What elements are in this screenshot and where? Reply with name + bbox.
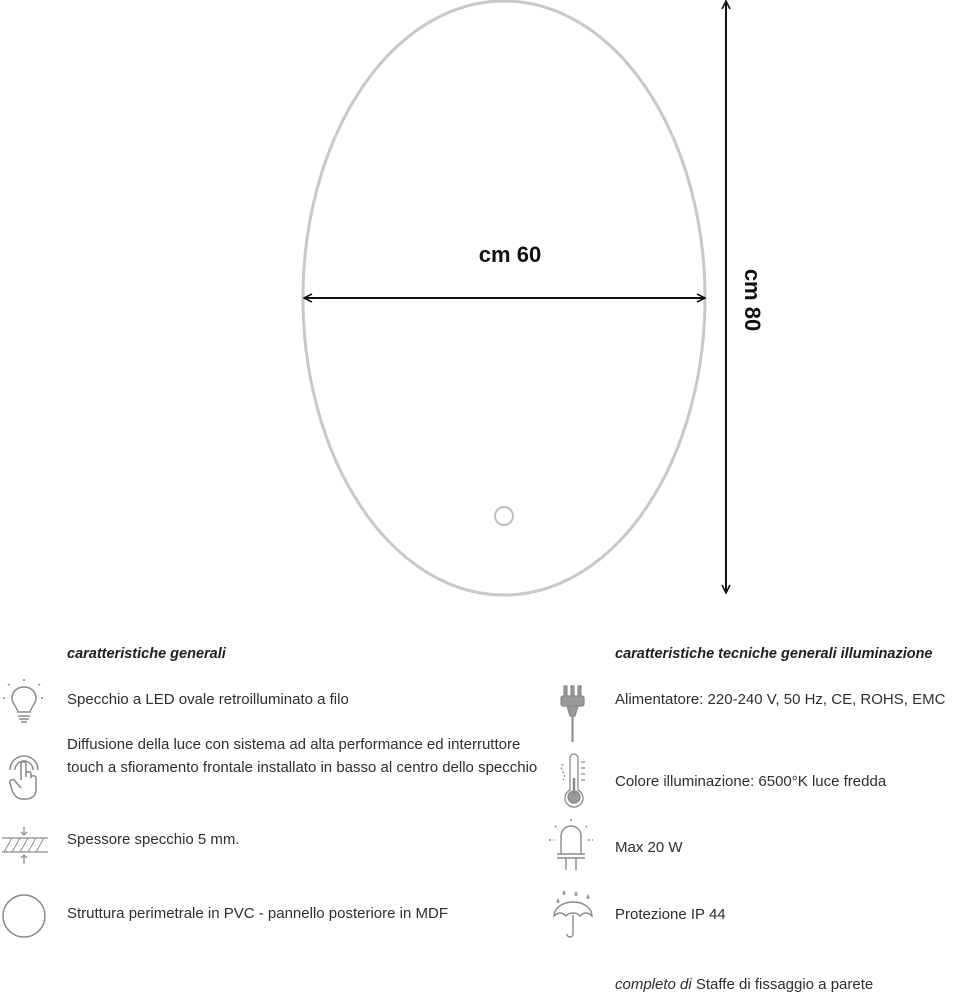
lighting-item-4: Protezione IP 44 [615,906,726,923]
general-item-4: Struttura perimetrale in PVC - pannello posteriore in MDF [67,905,448,922]
touch-switch-icon [495,507,513,525]
thickness-icon [0,826,50,866]
lighting-item-2: Colore illuminazione: 6500°K luce fredda [615,773,887,790]
footer-note [615,976,873,993]
umbrella-rain-icon [550,888,596,942]
width-label: cm 60 [478,242,542,267]
footer-prefix: completo di [615,976,692,993]
general-item-2: Diffusione della luce con sistema ad alta performance ed interruttore touch a sfioramento frontale installato in basso al centro dello specchio [67,736,538,776]
touch-hand-icon [4,750,44,802]
height-label: cm 80 [740,268,765,332]
general-heading: caratteristiche generali [67,646,226,662]
general-item-3: Spessore specchio 5 mm. [67,831,240,848]
lighting-heading: caratteristiche tecniche generali illuminazione [615,646,933,662]
lighting-item-3: Max 20 W [615,839,683,856]
circle-outline-icon [1,893,47,939]
lightbulb-icon [2,678,46,726]
led-lamp-icon [547,818,595,872]
footer-text: Staffe di fissaggio a parete [691,976,874,993]
lighting-item-1: Alimentatore: 220-240 V, 50 Hz, CE, ROHS, EMC [615,691,946,708]
power-plug-icon [558,684,588,744]
general-item-1: Specchio a LED ovale retroilluminato a filo [67,691,349,708]
thermometer-icon [559,752,589,810]
